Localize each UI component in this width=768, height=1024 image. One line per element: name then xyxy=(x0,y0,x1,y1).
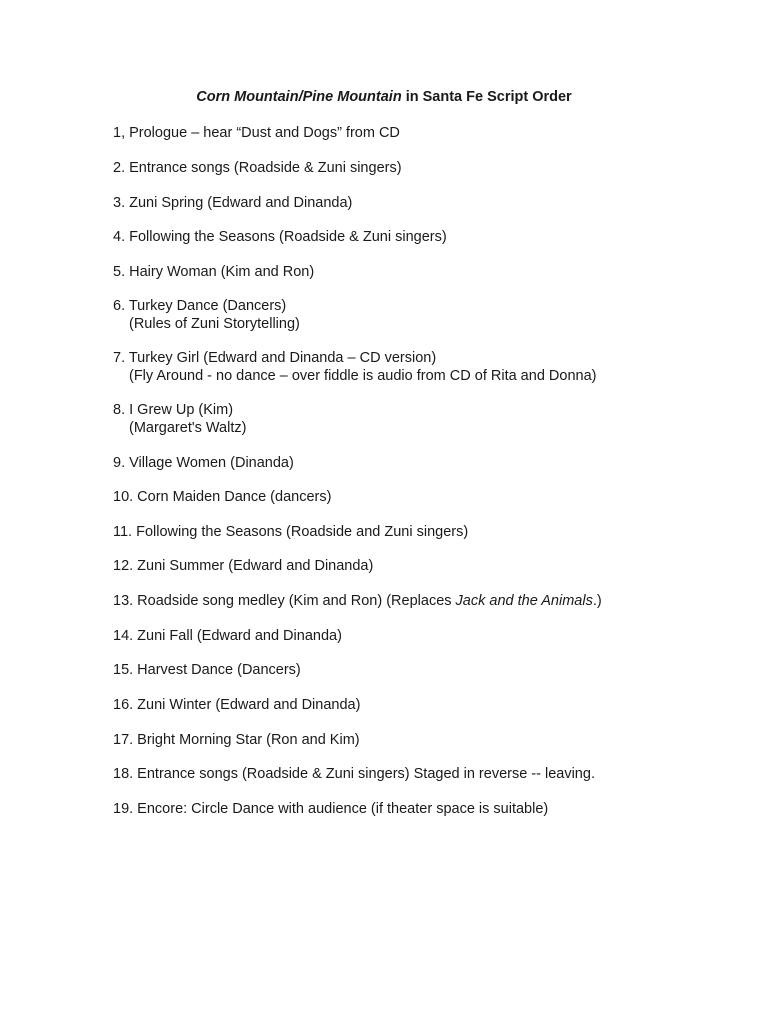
list-item xyxy=(113,159,402,177)
item-text: 14. Zuni Fall (Edward and Dinanda) xyxy=(113,628,342,644)
item-text: 10. Corn Maiden Dance (dancers) xyxy=(113,489,332,505)
item-text: 11. Following the Seasons (Roadside and Zuni singers) xyxy=(113,524,469,540)
list-item xyxy=(113,592,602,610)
item-text: 7. Turkey Girl (Edward and Dinanda – CD version) xyxy=(113,350,437,366)
item-text: 2. Entrance songs (Roadside & Zuni singers) xyxy=(113,160,402,176)
item-text-after: .) xyxy=(592,593,602,609)
item-text: 3. Zuni Spring (Edward and Dinanda) xyxy=(113,195,353,211)
item-text: 13. Roadside song medley (Kim and Ron) (Replaces xyxy=(113,593,456,609)
list-item xyxy=(113,731,360,749)
list-item xyxy=(113,124,400,142)
item-subtext: (Fly Around - no dance – over fiddle is audio from CD of Rita and Donna) xyxy=(129,368,597,384)
title-rest: in Santa Fe Script Order xyxy=(401,89,572,105)
item-text: 12. Zuni Summer (Edward and Dinanda) xyxy=(113,558,374,574)
list-item xyxy=(113,297,300,333)
list-item xyxy=(113,349,596,385)
document-title xyxy=(0,89,768,105)
item-text: 6. Turkey Dance (Dancers) xyxy=(113,298,287,314)
item-italic-text: Jack and the Animals xyxy=(455,593,593,609)
list-item xyxy=(113,488,331,506)
list-item xyxy=(113,263,314,281)
list-item xyxy=(113,228,447,246)
list-item xyxy=(113,661,301,679)
item-text: 19. Encore: Circle Dance with audience (if theater space is suitable) xyxy=(113,801,549,817)
item-text: 17. Bright Morning Star (Ron and Kim) xyxy=(113,732,360,748)
list-item xyxy=(113,800,548,818)
list-item xyxy=(113,454,294,472)
item-text: 5. Hairy Woman (Kim and Ron) xyxy=(113,264,315,280)
item-text: 1, Prologue – hear “Dust and Dogs” from CD xyxy=(113,125,400,141)
list-item xyxy=(113,401,246,437)
list-item xyxy=(113,627,342,645)
list-item xyxy=(113,765,595,783)
list-item xyxy=(113,194,352,212)
item-text: 9. Village Women (Dinanda) xyxy=(113,455,294,471)
list-item xyxy=(113,523,468,541)
item-subtext: (Margaret's Waltz) xyxy=(129,420,247,436)
list-item xyxy=(113,557,373,575)
item-text: 18. Entrance songs (Roadside & Zuni singers) Staged in reverse -- leaving. xyxy=(113,766,595,782)
item-subtext: (Rules of Zuni Storytelling) xyxy=(129,316,300,332)
item-text: 8. I Grew Up (Kim) xyxy=(113,402,234,418)
title-italic-part: Corn Mountain/Pine Mountain xyxy=(196,89,402,105)
list-item xyxy=(113,696,360,714)
item-text: 15. Harvest Dance (Dancers) xyxy=(113,662,301,678)
item-text: 4. Following the Seasons (Roadside & Zuni singers) xyxy=(113,229,447,245)
item-text: 16. Zuni Winter (Edward and Dinanda) xyxy=(113,697,361,713)
